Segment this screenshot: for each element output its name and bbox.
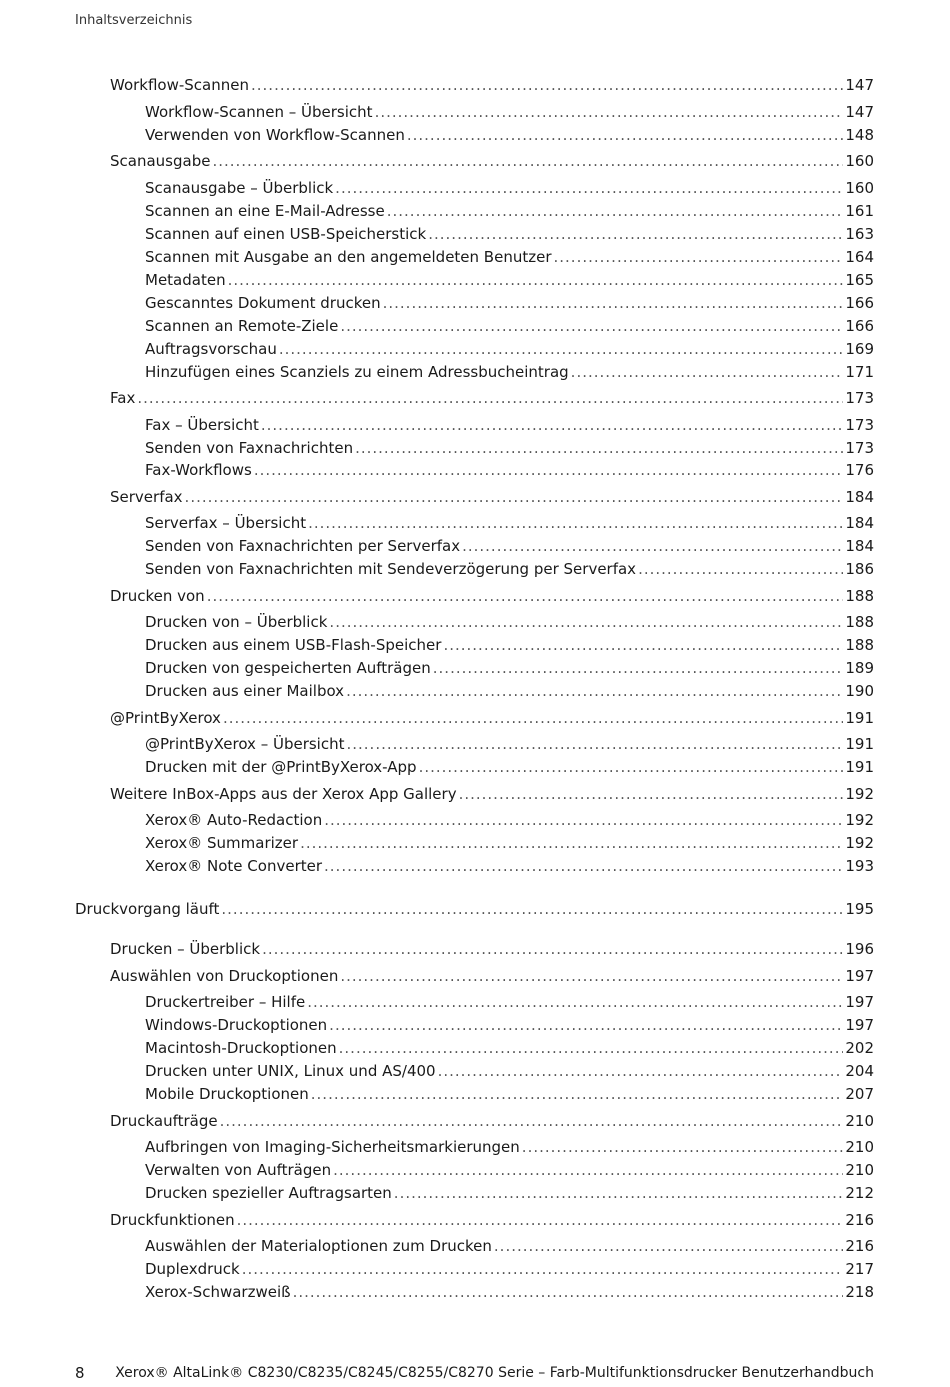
dot-leader: [346, 734, 843, 754]
running-header: Inhaltsverzeichnis: [75, 13, 193, 28]
toc-entry-page: 193: [845, 857, 874, 875]
toc-entry[interactable]: [110, 388, 874, 408]
toc-entry-page: 210: [845, 1112, 874, 1130]
toc-entry[interactable]: [145, 612, 874, 632]
toc-entry-title: Druckvorgang läuft: [75, 900, 220, 918]
toc-entry-title: Serverfax: [110, 488, 183, 506]
toc-entry[interactable]: [145, 415, 874, 435]
toc-entry-page: 163: [845, 225, 874, 243]
toc-entry-page: 169: [845, 340, 874, 358]
toc-entry[interactable]: [145, 536, 874, 556]
toc-entry-page: 188: [845, 587, 874, 605]
toc-entry[interactable]: [145, 856, 874, 876]
dot-leader: [262, 939, 843, 959]
toc-entry-page: 190: [845, 682, 874, 700]
toc-entry-title: Metadaten: [145, 271, 226, 289]
dot-leader: [375, 102, 844, 122]
toc-entry[interactable]: [145, 178, 874, 198]
toc-entry[interactable]: [110, 586, 874, 606]
toc-entry-title: Drucken aus einer Mailbox: [145, 682, 345, 700]
dot-leader: [438, 1061, 844, 1081]
toc-entry[interactable]: [145, 460, 874, 480]
toc-entry-title: Xerox® Auto-Redaction: [145, 811, 323, 829]
toc-entry-page: 147: [845, 76, 874, 94]
dot-leader: [571, 362, 844, 382]
toc-entry-title: Drucken aus einem USB-Flash-Speicher: [145, 636, 442, 654]
dot-leader: [494, 1236, 843, 1256]
dot-leader: [329, 1015, 843, 1035]
dot-leader: [293, 1282, 844, 1302]
toc-entry-page: 207: [845, 1085, 874, 1103]
dot-leader: [340, 966, 843, 986]
toc-entry-page: 192: [845, 785, 874, 803]
toc-entry-title: Senden von Faxnachrichten: [145, 439, 354, 457]
dot-leader: [324, 856, 843, 876]
dot-leader: [261, 415, 843, 435]
toc-entry-title: Duplexdruck: [145, 1260, 240, 1278]
toc-entry-page: 161: [845, 202, 874, 220]
toc-entry[interactable]: [145, 316, 874, 336]
toc-entry[interactable]: [110, 1210, 874, 1230]
toc-entry[interactable]: [145, 1015, 874, 1035]
toc-entry-page: 171: [845, 363, 874, 381]
dot-leader: [254, 460, 844, 480]
toc-entry[interactable]: [145, 992, 874, 1012]
dot-leader: [311, 1084, 844, 1104]
toc-entry[interactable]: [145, 635, 874, 655]
toc-entry-page: 216: [845, 1237, 874, 1255]
toc-entry[interactable]: [145, 559, 874, 579]
toc-entry-title: Drucken mit der @PrintByXerox-App: [145, 758, 417, 776]
toc-entry-page: 192: [845, 811, 874, 829]
dot-leader: [443, 635, 843, 655]
toc-entry[interactable]: [145, 224, 874, 244]
toc-entry[interactable]: [110, 966, 874, 986]
toc-entry-title: Auswählen von Druckoptionen: [110, 967, 339, 985]
toc-entry[interactable]: [145, 1236, 874, 1256]
toc-entry-page: 212: [845, 1184, 874, 1202]
toc-entry[interactable]: [145, 681, 874, 701]
toc-entry-page: 165: [845, 271, 874, 289]
toc-entry-page: 210: [845, 1138, 874, 1156]
toc-entry-title: Verwenden von Workflow-Scannen: [145, 126, 405, 144]
dot-leader: [383, 293, 844, 313]
toc-entry[interactable]: [145, 247, 874, 267]
dot-leader: [185, 487, 844, 507]
toc-entry-title: Druckertreiber – Hilfe: [145, 993, 306, 1011]
toc-entry-title: Fax – Übersicht: [145, 416, 259, 434]
toc-entry-title: @PrintByXerox: [110, 709, 221, 727]
toc-entry-page: 216: [845, 1211, 874, 1229]
toc-entry-page: 148: [845, 126, 874, 144]
toc-entry-page: 173: [845, 416, 874, 434]
toc-entry-title: Drucken von – Überblick: [145, 613, 328, 631]
toc-entry[interactable]: [75, 899, 874, 919]
dot-leader: [459, 784, 844, 804]
footer-title: Xerox® AltaLink® C8230/C8235/C8245/C8255/C8270 Serie – Farb-Multifunktionsdrucker Benutzerhandbuch: [115, 1365, 874, 1381]
dot-leader: [300, 833, 843, 853]
toc-entry-page: 202: [845, 1039, 874, 1057]
toc-entry[interactable]: [110, 487, 874, 507]
toc-entry-page: 197: [845, 1016, 874, 1034]
toc-entry-page: 166: [845, 294, 874, 312]
toc-entry[interactable]: [145, 201, 874, 221]
toc-entry-title: Drucken von gespeicherten Aufträgen: [145, 659, 431, 677]
toc-entry[interactable]: [145, 362, 874, 382]
toc-entry-title: Aufbringen von Imaging-Sicherheitsmarkierungen: [145, 1138, 520, 1156]
toc-entry-title: Drucken – Überblick: [110, 940, 261, 958]
toc-entry-page: 164: [845, 248, 874, 266]
toc-entry-page: 204: [845, 1062, 874, 1080]
toc-entry[interactable]: [145, 757, 874, 777]
toc-entry-page: 188: [845, 613, 874, 631]
dot-leader: [223, 708, 843, 728]
dot-leader: [419, 757, 844, 777]
toc-entry[interactable]: [110, 151, 874, 171]
toc-entry-title: Fax: [110, 389, 136, 407]
toc-entry-title: Verwalten von Aufträgen: [145, 1161, 332, 1179]
dot-leader: [228, 270, 844, 290]
toc-entry-title: Auftragsvorschau: [145, 340, 277, 358]
toc-entry-page: 160: [845, 179, 874, 197]
toc-entry-title: Auswählen der Materialoptionen zum Drucken: [145, 1237, 492, 1255]
toc-entry-title: Workflow-Scannen: [110, 76, 249, 94]
dot-leader: [212, 151, 843, 171]
toc-entry-title: Scannen an Remote-Ziele: [145, 317, 339, 335]
toc-entry[interactable]: [145, 1137, 874, 1157]
toc-entry-page: 184: [845, 514, 874, 532]
toc-entry[interactable]: [145, 1160, 874, 1180]
dot-leader: [324, 810, 843, 830]
toc-entry[interactable]: [145, 513, 874, 533]
toc-entry-page: 188: [845, 636, 874, 654]
dot-leader: [221, 899, 843, 919]
page-number: 8: [75, 1364, 85, 1382]
toc-entry-title: @PrintByXerox – Übersicht: [145, 735, 345, 753]
toc-entry[interactable]: [110, 75, 874, 95]
toc-entry-title: Senden von Faxnachrichten mit Sendeverzögerung per Serverfax: [145, 560, 637, 578]
toc-entry[interactable]: [145, 658, 874, 678]
toc-entry-page: 197: [845, 993, 874, 1011]
toc-entry-page: 192: [845, 834, 874, 852]
toc-entry-page: 191: [845, 758, 874, 776]
toc-entry[interactable]: [145, 1038, 874, 1058]
toc-entry-page: 195: [845, 900, 874, 918]
toc-entry[interactable]: [145, 102, 874, 122]
toc-entry[interactable]: [145, 293, 874, 313]
toc-entry-title: Druckfunktionen: [110, 1211, 235, 1229]
dot-leader: [307, 992, 843, 1012]
dot-leader: [279, 339, 844, 359]
toc-entry-page: 191: [845, 735, 874, 753]
dot-leader: [554, 247, 844, 267]
dot-leader: [462, 536, 843, 556]
toc-entry-title: Scanausgabe – Überblick: [145, 179, 334, 197]
toc-entry-page: 176: [845, 461, 874, 479]
toc-entry[interactable]: [145, 270, 874, 290]
toc-entry-page: 217: [845, 1260, 874, 1278]
toc-entry-title: Windows-Druckoptionen: [145, 1016, 328, 1034]
toc-entry[interactable]: [145, 1259, 874, 1279]
toc-entry-page: 184: [845, 488, 874, 506]
dot-leader: [340, 316, 843, 336]
dot-leader: [433, 658, 844, 678]
dot-leader: [355, 438, 843, 458]
toc-entry-title: Drucken von: [110, 587, 205, 605]
toc-entry-page: 173: [845, 439, 874, 457]
toc-entry-title: Xerox-Schwarzweiß: [145, 1283, 291, 1301]
toc-entry[interactable]: [110, 708, 874, 728]
toc-entry-title: Gescanntes Dokument drucken: [145, 294, 381, 312]
toc-entry[interactable]: [145, 1061, 874, 1081]
toc-entry-title: Scanausgabe: [110, 152, 211, 170]
toc-entry-page: 147: [845, 103, 874, 121]
toc-entry-title: Drucken spezieller Auftragsarten: [145, 1184, 392, 1202]
toc-entry-page: 218: [845, 1283, 874, 1301]
dot-leader: [220, 1111, 844, 1131]
toc-entry-title: Scannen mit Ausgabe an den angemeldeten Benutzer: [145, 248, 552, 266]
toc-entry-page: 184: [845, 537, 874, 555]
toc-entry-page: 173: [845, 389, 874, 407]
dot-leader: [207, 586, 844, 606]
toc-entry-title: Druckaufträge: [110, 1112, 218, 1130]
toc-entry-page: 196: [845, 940, 874, 958]
dot-leader: [308, 513, 843, 533]
toc-entry-title: Fax-Workflows: [145, 461, 252, 479]
dot-leader: [242, 1259, 844, 1279]
toc-entry-title: Xerox® Summarizer: [145, 834, 299, 852]
toc-entry-title: Mobile Druckoptionen: [145, 1085, 309, 1103]
toc-entry-page: 197: [845, 967, 874, 985]
toc-entry-page: 210: [845, 1161, 874, 1179]
toc-entry[interactable]: [145, 1282, 874, 1302]
dot-leader: [407, 125, 844, 145]
dot-leader: [237, 1210, 844, 1230]
toc-entry[interactable]: [110, 1111, 874, 1131]
dot-leader: [428, 224, 843, 244]
dot-leader: [387, 201, 844, 221]
toc-entry-title: Hinzufügen eines Scanziels zu einem Adressbucheintrag: [145, 363, 569, 381]
dot-leader: [339, 1038, 844, 1058]
toc-entry-title: Serverfax – Übersicht: [145, 514, 307, 532]
toc-entry-page: 191: [845, 709, 874, 727]
toc-entry[interactable]: [145, 734, 874, 754]
toc-entry[interactable]: [145, 438, 874, 458]
toc-entry[interactable]: [145, 810, 874, 830]
toc-entry[interactable]: [145, 833, 874, 853]
toc-entry-title: Scannen auf einen USB-Speicherstick: [145, 225, 427, 243]
dot-leader: [394, 1183, 844, 1203]
toc-entry[interactable]: [110, 784, 874, 804]
dot-leader: [522, 1137, 844, 1157]
dot-leader: [346, 681, 843, 701]
toc-entry-title: Xerox® Note Converter: [145, 857, 323, 875]
toc-entry-page: 186: [845, 560, 874, 578]
toc-entry[interactable]: [145, 339, 874, 359]
dot-leader: [335, 178, 843, 198]
toc-entry-page: 160: [845, 152, 874, 170]
dot-leader: [333, 1160, 843, 1180]
dot-leader: [329, 612, 843, 632]
toc-entry[interactable]: [145, 1183, 874, 1203]
toc-entry-page: 166: [845, 317, 874, 335]
toc-entry-title: Drucken unter UNIX, Linux und AS/400: [145, 1062, 436, 1080]
toc-entry-title: Macintosh-Druckoptionen: [145, 1039, 337, 1057]
toc-entry-title: Weitere InBox-Apps aus der Xerox App Gallery: [110, 785, 457, 803]
toc-entry-title: Senden von Faxnachrichten per Serverfax: [145, 537, 461, 555]
toc-entry[interactable]: [145, 1084, 874, 1104]
dot-leader: [251, 75, 843, 95]
dot-leader: [638, 559, 843, 579]
toc-entry[interactable]: [110, 939, 874, 959]
dot-leader: [137, 388, 843, 408]
toc-entry[interactable]: [145, 125, 874, 145]
toc-entry-title: Scannen an eine E-Mail-Adresse: [145, 202, 385, 220]
toc-entry-title: Workflow-Scannen – Übersicht: [145, 103, 373, 121]
toc-entry-page: 189: [845, 659, 874, 677]
